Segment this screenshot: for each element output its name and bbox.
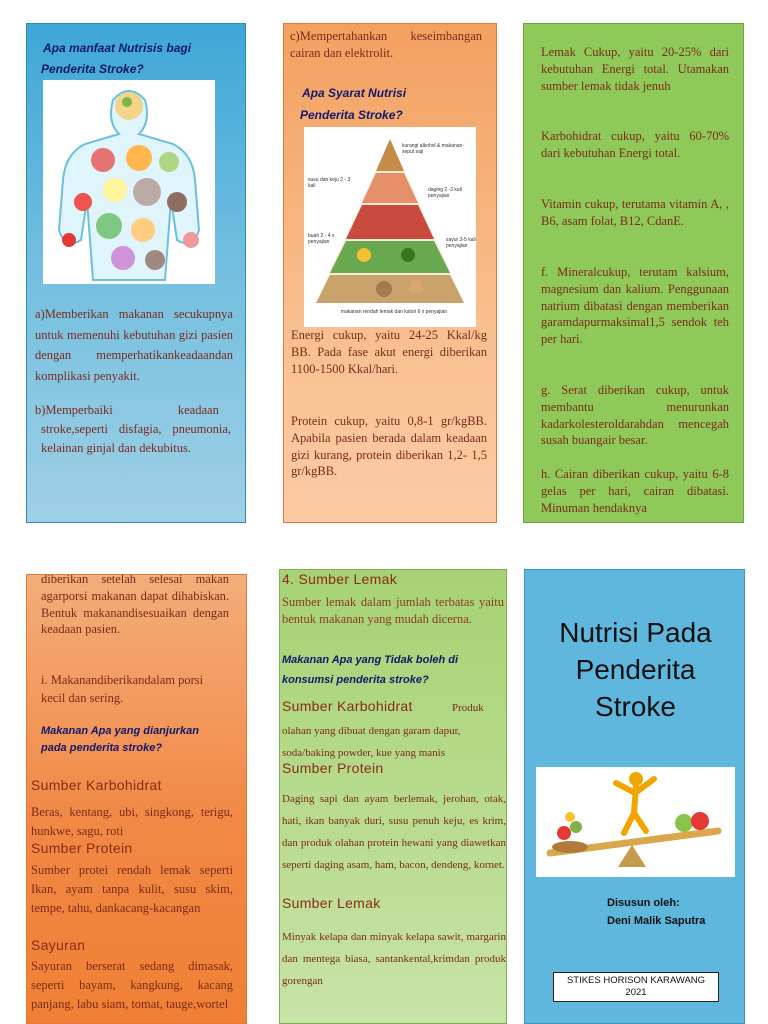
panel2-energy: Energi cukup, yaitu 24-25 Kkal/kg BB. Pada fase akut energi diberikan 1100-1500 Kkal/hari. bbox=[291, 328, 487, 376]
panel1-item-a: a)Memberikan makanan secukupnya untuk memenuhi kebutuhan gizi pasien dengan memperhatikankeadaandan komplikasi penyakit. bbox=[35, 307, 233, 383]
panel3-fiber: g. Serat diberikan cukup, untuk membantu menurunkan kadarkolesteroldarahdan mencegah susah buangair besar. bbox=[541, 383, 729, 448]
panel4-heading-line2: pada penderita stroke? bbox=[41, 742, 163, 754]
panel4-veg-title: Sayuran bbox=[31, 937, 86, 953]
institution-box bbox=[553, 972, 719, 1002]
panel2-heading-line2: Penderita Stroke? bbox=[300, 108, 403, 122]
panel2-protein: Protein cukup, yaitu 0,8-1 gr/kgBB. Apabila pasien berada dalam keadaan gizi kurang, protein diberikan 1,2- 1,5 gr/kgBB. bbox=[291, 414, 487, 479]
body-nutrition-image bbox=[43, 80, 215, 284]
institution-year: 2021 bbox=[625, 987, 647, 998]
panel4-protein-text: Sumber protei rendah lemak seperti Ikan, ayam tanpa kulit, susu skim, tempe, tahu, dankacang-kacangan bbox=[31, 863, 233, 915]
panel3-mineral: f. Mineralcukup, terutam kalsium, magnesium dan kalium. Penggunaan natrium dibatasi dengan memberikan garamdapurmaksimal1,5 sendok teh per hari. bbox=[541, 265, 729, 347]
panel5-carb-inline: Produk bbox=[452, 702, 484, 714]
panel5-carb-text: olahan yang dibuat dengan garam dapur, soda/baking powder, kue yang manis bbox=[282, 725, 461, 759]
author-label: Disusun oleh: bbox=[607, 897, 680, 909]
panel3-vitamin: Vitamin cukup, terutama vitamin A, , B6, asam folat, B12, CdanE. bbox=[541, 197, 729, 228]
cover-title-line1: Nutrisi Pada bbox=[559, 617, 712, 648]
panel5-carb-title: Sumber Karbohidrat bbox=[282, 698, 413, 714]
pyramid-label-right1: daging 2 -3 kali penyajian bbox=[428, 187, 462, 199]
panel5-fat2-text: Minyak kelapa dan minyak kelapa sawit, margarin dan mentega biasa, santankental,krimdan produk gorengan bbox=[282, 931, 506, 987]
panel4-carb-title: Sumber Karbohidrat bbox=[31, 777, 162, 793]
pyramid-label-top: kurangi alkohol & makanan-seput saji bbox=[402, 143, 464, 155]
panel5-protein-text: Daging sapi dan ayam berlemak, jerohan, otak, hati, ikan banyak duri, susu penuh keju, es krim, dan produk olahan protein hewani yang diawetkan seperti daging asam, ham, bacon, dendeng, kornet. bbox=[282, 793, 506, 871]
pyramid-label-left1: susu dan keju 2 - 3 kali bbox=[308, 177, 351, 189]
food-pyramid-image bbox=[304, 127, 476, 327]
panel2-heading-line1: Apa Syarat Nutrisi bbox=[302, 86, 407, 100]
panel-tidak-boleh bbox=[279, 569, 507, 1024]
panel-dianjurkan bbox=[26, 574, 247, 1024]
pyramid-label-left2: buah 2 - 4 x penyajian bbox=[308, 233, 335, 245]
panel-cover bbox=[524, 569, 745, 1024]
cover-title-line3: Stroke bbox=[595, 691, 676, 722]
panel1-title-line2: Penderita Stroke? bbox=[41, 62, 144, 76]
panel4-continuation: diberikan setelah selesai makan agarporsi makanan dapat dihabiskan. Bentuk makanandisesuaikan dengan keadaan pasien. bbox=[41, 574, 229, 637]
panel4-protein-title: Sumber Protein bbox=[31, 840, 133, 856]
panel1-item-b: stroke,seperti disfagia, pneumonia, kelainan ginjal dan dekubitus. bbox=[41, 422, 231, 455]
cover-title-line2: Penderita bbox=[575, 654, 696, 685]
institution-name: STIKES HORISON KARAWANG bbox=[566, 975, 706, 986]
panel4-item-i: i. Makanandiberikandalam porsi kecil dan sering. bbox=[41, 673, 204, 705]
balance-illustration bbox=[536, 767, 735, 877]
pyramid-label-right2: sayur 3-5 kali penyajian bbox=[446, 237, 476, 249]
panel3-fluid: h. Cairan diberikan cukup, yaitu 6-8 gelas per hari, cairan dibatasi. Minuman hendaknya bbox=[541, 467, 729, 515]
panel3-carb: Karbohidrat cukup, yaitu 60-70% dari kebutuhan Energi total. bbox=[541, 129, 729, 160]
panel4-carb-text: Beras, kentang, ubi, singkong, terigu, hunkwe, sagu, roti bbox=[31, 805, 233, 838]
panel4-veg-text: Sayuran berserat sedang dimasak, seperti bayam, kangkung, kacang panjang, labu siam, tomat, tauge,wortel bbox=[31, 959, 233, 1011]
panel-syarat bbox=[283, 23, 497, 523]
panel5-heading-line1: Makanan Apa yang Tidak boleh di bbox=[282, 654, 459, 666]
panel1-item-b-line1: b)Memperbaiki keadaan bbox=[35, 403, 219, 417]
panel-syarat-lanjutan bbox=[523, 23, 744, 523]
panel5-fat2-title: Sumber Lemak bbox=[282, 895, 381, 911]
panel-manfaat bbox=[26, 23, 246, 523]
panel1-title-line1: Apa manfaat Nutrisis bagi bbox=[43, 41, 192, 55]
cover-title bbox=[525, 614, 745, 725]
author-name: Deni Malik Saputra bbox=[607, 915, 706, 927]
panel3-fat: Lemak Cukup, yaitu 20-25% dari kebutuhan Energi total. Utamakan sumber lemak tidak jenuh bbox=[541, 45, 729, 93]
panel5-protein-title: Sumber Protein bbox=[282, 760, 384, 776]
panel4-heading-line1: Makanan Apa yang dianjurkan bbox=[41, 725, 199, 737]
pyramid-label-bottom: makanan rendah lemak dan kalori 6 x penyajian bbox=[340, 309, 448, 315]
panel2-item-c: c)Mempertahankan keseimbangan cairan dan elektrolit. bbox=[290, 29, 482, 60]
panel5-fat-title: 4. Sumber Lemak bbox=[282, 571, 397, 587]
panel5-fat-text: Sumber lemak dalam jumlah terbatas yaitu bentuk makanan yang mudah dicerna. bbox=[282, 595, 504, 626]
panel5-heading-line2: konsumsi penderita stroke? bbox=[282, 674, 429, 686]
